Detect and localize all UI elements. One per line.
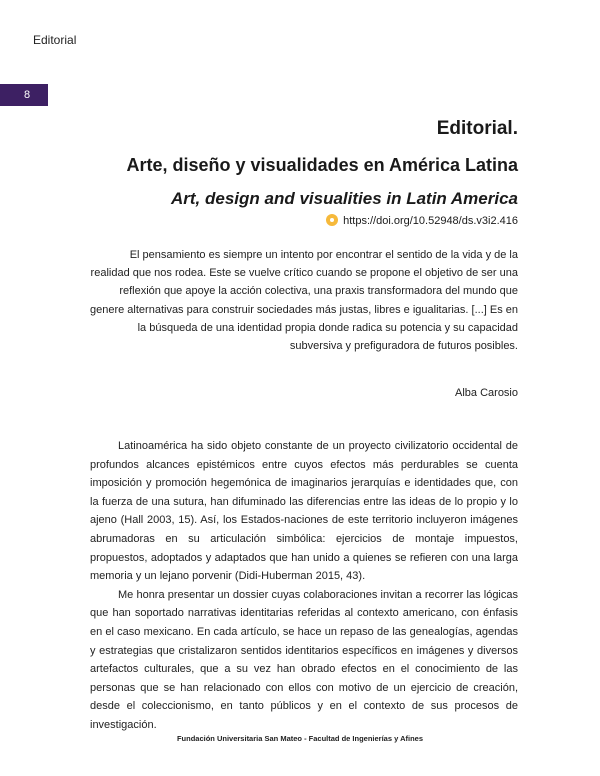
epigraph-author: Alba Carosio (455, 387, 518, 399)
article-title-english: Art, design and visualities in Latin America (170, 189, 518, 208)
body-text (90, 437, 518, 735)
article-title: Editorial. (436, 118, 518, 139)
page-number-tab: 8 (0, 84, 48, 106)
article-subtitle: Arte, diseño y visualidades en América Latina (126, 155, 518, 175)
running-title: Editorial (33, 33, 77, 47)
doi-link[interactable]: https://doi.org/10.52948/ds.v3i2.416 (343, 215, 518, 227)
doi-icon (326, 214, 338, 226)
epigraph-quote: El pensamiento es siempre un intento por encontrar el sentido de la vida y de la realidad que nos rodea. Este se vuelve crítico cuando se propone el objetivo de ser una reflexión que apoye la acción colectiva, una praxis transformadora del mundo que genere alternativas para construir sociedades más justas, libres e igualitarias. [...] Es en la búsqueda de una identidad propia donde radica su potencia y su capacidad subversiva y prefiguradora de futuros posibles. (90, 249, 518, 353)
title-block (127, 116, 518, 229)
page-footer: Fundación Universitaria San Mateo - Facultad de Ingenierías y Afines (176, 734, 424, 743)
body-paragraph-2: Me honra presentar un dossier cuyas colaboraciones invitan a recorrer las lógicas que han soportado narrativas identitarias referidas al contexto americano, con énfasis en el caso mexicano. En cada artículo, se hace un repaso de las genealogías, agendas y estrategias que cristalizaron sentidos identitarios específicos en imágenes y diversos artefactos culturales, que a su vez han obrado efectos en el conocimiento de las personas que se han relacionado con ellos con motivo de un ejercicio de creación, desde el coleccionismo, en tanto públicos y en el contexto de sus procesos de investigación. (90, 588, 518, 731)
body-paragraph-1: Latinoamérica ha sido objeto constante de un proyecto civilizatorio occidental de profundos alcances epistémicos entre cuyos efectos más perdurables se cuenta imposición y promoción hegemónica de imaginarios jerarquías e identidades que, con la fuerza de una sutura, han difuminado las diferencias entre las ideas de lo propio y lo ajeno (Hall 2003, 15). Así, los Estados-naciones de este territorio incluyeron imágenes abrumadoras en su articulación simbólica: ejercicios de montaje impuestos, propuestos, adoptados y adaptados que han unido a quienes se refieren con una larga memoria y un lejano porvenir (Didi-Huberman 2015, 43). (90, 440, 518, 583)
doi-line (127, 214, 518, 229)
